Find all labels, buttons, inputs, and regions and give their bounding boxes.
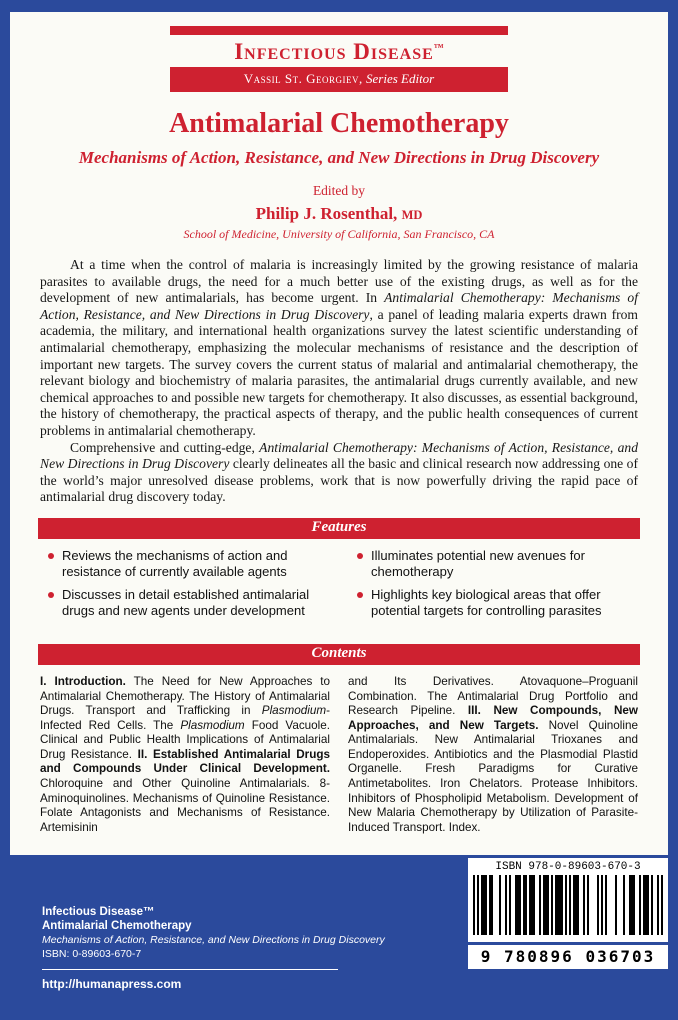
editor-name [10,204,668,224]
trademark-symbol: ™ [433,42,444,54]
features-column-left [48,548,331,626]
book-description [10,242,668,506]
barcode-panel [468,858,668,942]
contents-heading: Contents [38,644,640,665]
feature-text: Discusses in detail established antimalarial drugs and new agents under development [62,586,310,618]
features-list [10,539,668,626]
feature-item [48,548,331,580]
footer-book-subtitle: Mechanisms of Action, Resistance, and New Directions in Drug Discovery [42,934,385,946]
cover-panel [10,12,668,855]
bullet-icon [48,553,54,559]
editor-affiliation: School of Medicine, University of California, San Francisco, CA [183,227,495,241]
barcode [468,858,668,969]
series-editor-role: Series Editor [366,71,435,86]
features-heading: Features [38,518,640,539]
feature-text: Highlights key biological areas that offer potential targets for controlling parasites [371,586,602,618]
contents-column-left: I. Introduction. The Need for New Approaches to Antimalarial Chemotherapy. The History of Antimalarial Drugs. Transport and Trafficking in Plasmodium-Infected Red Cells. The Plasmodium Food Vacuole. Clinical and Public Health Implications of Antimalarial Drug Resistance. II. Established Antimalarial Drugs and Compounds Under Clinical Development. Chloroquine and Other Quinoline Antimalarials. 8-Aminoquinolines. Mechanisms of Quinoline Resistance. Folate Antagonists and Mechanisms of Resistance. Artemisinin [40,674,331,834]
contents-section [10,665,668,836]
footer-imprint [42,906,385,991]
footer-book-title: Antimalarial Chemotherapy [42,920,192,932]
publisher-url: http://humanapress.com [42,977,182,991]
contents-column-right: and Its Derivatives. Atovaquone–Proguanil Combination. The Antimalarial Drug Portfolio and Research Pipeline. III. New Compounds, New Approaches, and New Targets. Novel Quinoline Antimalarials. New Antimalarial Trioxanes and Endoperoxides. Antibiotics and the Plasmodial Plastid Organelle. Fresh Paradigms for Curative Antimetabolites. Iron Chelators. Protease Inhibitors. Inhibitors of Phospholipid Metabolism. Development of New Malaria Chemotherapy by Utilization of Parasite-Induced Transport. Index. [348,674,638,834]
editor-degree: MD [401,208,423,222]
barcode-digits: 9 780896 036703 [468,945,668,969]
footer-series-title: Infectious Disease™ [42,906,155,918]
feature-text: Reviews the mechanisms of action and resistance of currently available agents [62,547,288,579]
features-column-right [357,548,640,626]
feature-item [357,587,640,619]
bullet-icon [357,592,363,598]
description-paragraph: Comprehensive and cutting-edge, Antimalarial Chemotherapy: Mechanisms of Action, Resistance, and New Directions in Drug Discovery clearly delineates all the basic and clinical research now addressing one of the world’s major unresolved disease problems, work that is now powerfully driving the rapid pace of antimalarial drug discovery today. [40,439,639,505]
series-header [170,26,508,92]
footer-isbn: ISBN: 0-89603-670-7 [42,948,142,960]
series-title-text: Infectious Disease [234,39,434,64]
series-editor-name: Vassil St. Georgiev, [243,71,363,86]
editor-name-text: Philip J. Rosenthal, [255,204,398,223]
series-editor-band [170,67,508,92]
feature-item [357,548,640,580]
barcode-isbn-label: ISBN 978-0-89603-670-3 [495,861,641,873]
series-title [170,35,508,67]
description-paragraph: At a time when the control of malaria is increasingly limited by the growing resistance of malaria parasites to available drugs, the need for a much better use of the existing drugs, as well as for the development of new antimalarials, has become urgent. In Antimalarial Chemotherapy: Mechanisms of Action, Resistance, and New Directions in Drug Discovery, a panel of leading malaria experts drawn from academia, the military, and international health organizations survey the latest scientific understanding of antimalarial chemotherapy, emphasizing the molecular mechanisms of resistance and the description of important new targets. The survey covers the current status of malarial and antimalarial chemotherapy, the relevant biology and biochemistry of malaria parasites, the antimalarial drugs currently available, and new chemical approaches to and possible new targets for chemotherapy. It also discusses, as essential background, the history of chemotherapy, the practical aspects of therapy, and the public health consequences of current problems in antimalarial chemotherapy. [40,257,638,438]
feature-item [48,587,331,619]
series-header-rule [170,26,508,35]
edited-by-label: Edited by [312,183,366,198]
book-subtitle: Mechanisms of Action, Resistance, and New Directions in Drug Discovery [78,148,600,167]
footer-divider [42,969,338,970]
bullet-icon [357,553,363,559]
barcode-bars [473,875,663,935]
bullet-icon [48,592,54,598]
book-title: Antimalarial Chemotherapy [169,108,509,139]
feature-text: Illuminates potential new avenues for chemotherapy [371,547,585,579]
